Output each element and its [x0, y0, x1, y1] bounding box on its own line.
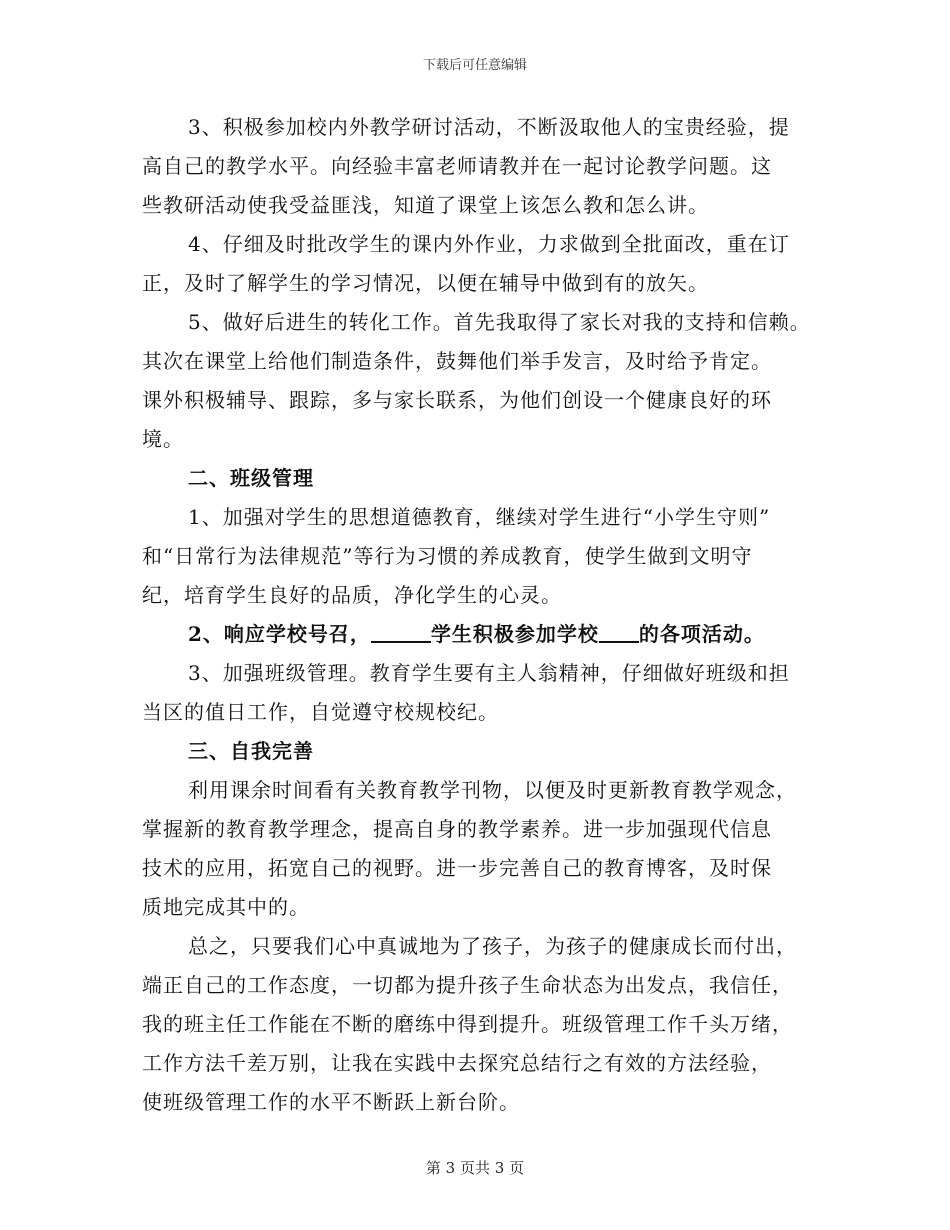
fill-blank — [599, 617, 639, 643]
text-segment: 2、响应学校号召， — [188, 622, 371, 646]
document-body — [142, 108, 822, 1122]
text-line: 课外积极辅导、跟踪，多与家长联系，为他们创设一个健康良好的环 — [142, 388, 772, 412]
paragraph-self-1 — [142, 771, 822, 927]
text-line: 工作方法千差万别，让我在实践中去探究总结行之有效的方法经验， — [142, 1051, 772, 1075]
paragraph-class-2 — [142, 615, 822, 654]
fill-blank — [371, 617, 431, 643]
section-heading-self-improvement: 三、自我完善 — [188, 739, 314, 763]
text-line: 利用课余时间看有关教育教学刊物，以便及时更新教育教学观念， — [188, 778, 797, 802]
text-line: 1、加强对学生的思想道德教育，继续对学生进行“小学生守则” — [188, 505, 771, 529]
paragraph-class-1 — [142, 498, 822, 615]
paragraph-item-5 — [142, 303, 822, 459]
page-footer: 第 3 页共 3 页 — [425, 1159, 525, 1177]
text-line: 境。 — [142, 427, 184, 451]
text-line: 当区的值日工作，自觉遵守校规校纪。 — [142, 700, 499, 724]
text-line: 5、做好后进生的转化工作。首先我取得了家长对我的支持和信赖。 — [188, 310, 811, 334]
text-line: 使班级管理工作的水平不断跃上新台阶。 — [142, 1090, 520, 1114]
text-line: 些教研活动使我受益匪浅，知道了课堂上该怎么教和怎么讲。 — [142, 193, 709, 217]
text-line: 质地完成其中的。 — [142, 895, 310, 919]
text-line: 纪，培育学生良好的品质，净化学生的心灵。 — [142, 583, 562, 607]
text-segment: 的各项活动。 — [638, 622, 765, 646]
text-line: 端正自己的工作态度，一切都为提升孩子生命状态为出发点，我信任， — [142, 973, 793, 997]
paragraph-class-3 — [142, 654, 822, 732]
text-line: 我的班主任工作能在不断的磨练中得到提升。班级管理工作千头万绪， — [142, 1012, 793, 1036]
text-line: 技术的应用，拓宽自己的视野。进一步完善自己的教育博客，及时保 — [142, 856, 772, 880]
text-line: 正，及时了解学生的学习情况，以便在辅导中做到有的放矢。 — [142, 271, 709, 295]
text-line: 3、积极参加校内外教学研讨活动，不断汲取他人的宝贵经验，提 — [188, 115, 790, 139]
text-line: 高自己的教学水平。向经验丰富老师请教并在一起讨论教学问题。这 — [142, 154, 772, 178]
paragraph-item-4 — [142, 225, 822, 303]
text-segment: 学生积极参加学校 — [430, 622, 599, 646]
text-line: 掌握新的教育教学理念，提高自身的教学素养。进一步加强现代信息 — [142, 817, 772, 841]
section-heading-class-management: 二、班级管理 — [188, 466, 314, 490]
text-line: 和“日常行为法律规范”等行为习惯的养成教育，使学生做到文明守 — [142, 544, 753, 568]
text-line: 总之，只要我们心中真诚地为了孩子，为孩子的健康成长而付出， — [188, 934, 797, 958]
text-line: 3、加强班级管理。教育学生要有主人翁精神，仔细做好班级和担 — [188, 661, 790, 685]
paragraph-conclusion — [142, 927, 822, 1122]
page-header: 下载后可任意编辑 — [422, 58, 527, 73]
paragraph-item-3 — [142, 108, 822, 225]
text-line: 4、仔细及时批改学生的课内外作业，力求做到全批面改，重在订 — [188, 232, 790, 256]
text-line: 其次在课堂上给他们制造条件，鼓舞他们举手发言，及时给予肯定。 — [142, 349, 772, 373]
